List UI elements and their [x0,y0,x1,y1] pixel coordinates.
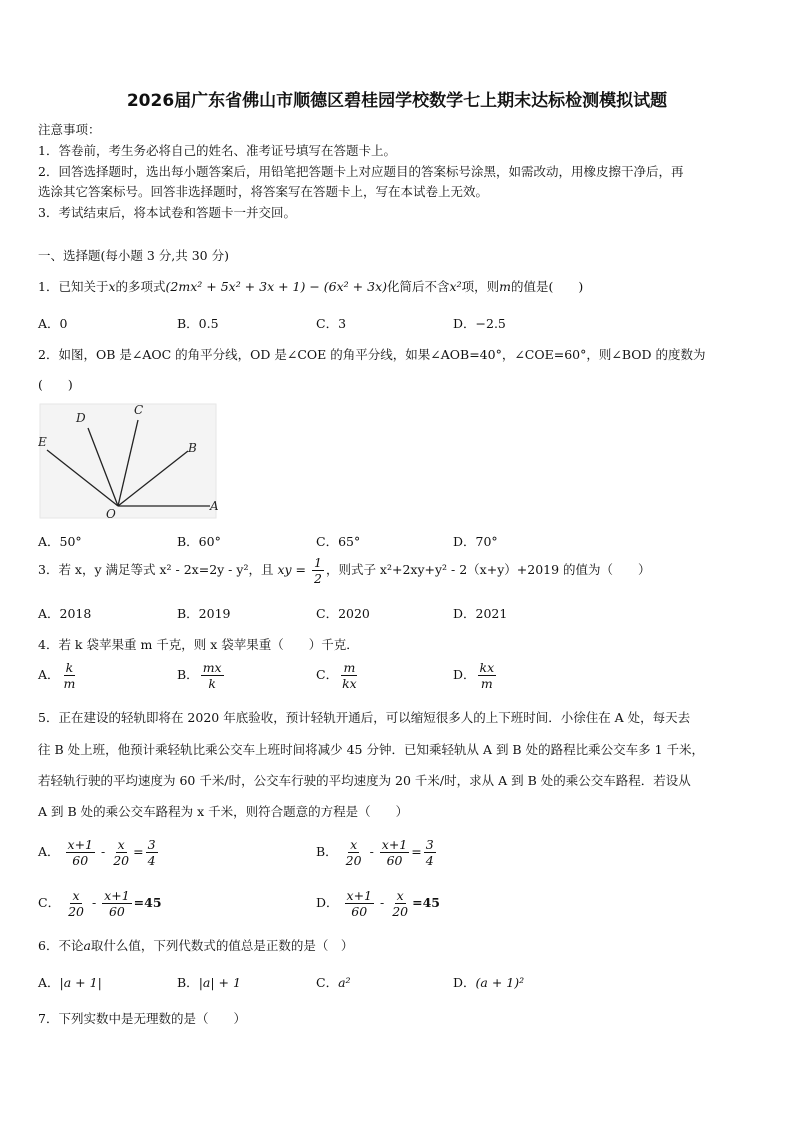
option-d[interactable]: D．−2.5 [453,316,506,331]
page-title: 2026届广东省佛山市顺德区碧桂园学校数学七上期末达标检测模拟试题 [126,91,668,111]
angle-diagram [38,402,218,520]
option-b[interactable]: B．2019 [177,606,231,621]
fraction: $\frac{m}{kx}$ [342,660,357,691]
question-2-paren: ( ) [38,377,73,392]
label-b: B [188,441,197,455]
option-a[interactable]: A．50° [38,534,82,549]
fraction: $\frac{x}{20}$ [113,837,130,868]
fraction: $\frac{x}{20}$ [345,837,362,868]
fraction: $\frac{1}{2}$ [313,555,322,586]
section-heading: 一、选择题(每小题 3 分,共 30 分) [38,248,229,263]
notice-item: 选涂其它答案标号。回答非选择题时，将答案写在答题卡上，写在本试卷上无效。 [38,184,489,199]
label-a: A [210,499,218,513]
label-c: C [134,403,144,417]
question-3: 3．若 x，y 满足等式 x² - 2x=2y - y²，且 xy = $\frac{1}{2}$ ，则式子 x²+2xy+y² - 2（x+y）+2019 的值为（ ） [38,555,651,586]
notice-heading: 注意事项： [38,122,101,137]
fraction: $\frac{x+1}{60}$ [104,888,130,919]
question-2: 2．如图，OB 是∠AOC 的角平分线，OD 是∠COE 的角平分线，如果∠AOB=40°，∠COE=60°，则∠BOD 的度数为 [38,347,706,362]
option-a[interactable]: A． $\frac{k}{m}$ [38,660,76,691]
fraction: $\frac{3}{4}$ [147,837,156,868]
question-5-line: 5．正在建设的轻轨即将在 2020 年底验收，预计轻轨开通后，可以缩短很多人的上下班时间．小徐住在 A 处，每天去 [38,710,691,725]
option-c[interactable]: C． $\frac{x}{20}$ - $\frac{x+1}{60}$ =45 [38,888,162,919]
option-d[interactable]: D．(a + 1)² [453,975,525,990]
option-d[interactable]: D．70° [453,534,498,549]
option-c[interactable]: C．65° [316,534,361,549]
option-d[interactable]: D．2021 [453,606,508,621]
option-c[interactable]: C．a² [316,975,351,990]
label-e: E [38,435,47,449]
question-6: 6．不论a取什么值，下列代数式的值总是正数的是（ ） [38,938,354,953]
option-b[interactable]: B．0.5 [177,316,219,331]
fraction: $\frac{x+1}{60}$ [346,888,372,919]
option-c[interactable]: C．2020 [316,606,370,621]
fraction: $\frac{k}{m}$ [63,660,76,691]
notice-item: 3．考试结束后，将本试卷和答题卡一并交回。 [38,205,296,220]
option-c[interactable]: C． $\frac{m}{kx}$ [316,660,357,691]
question-5-line: 往 B 处上班，他预计乘轻轨比乘公交车上班时间将减少 45 分钟．已知乘轻轨从 A 到 B 处的路程比乘公交车多 1 千米， [38,742,704,757]
label-o: O [106,507,116,520]
option-d[interactable]: D． $\frac{kx}{m}$ [453,660,495,691]
option-a[interactable]: A．|a + 1| [38,975,102,990]
option-a[interactable]: A． $\frac{x+1}{60}$ - $\frac{x}{20}$ = $\frac{3}{4}$ [38,837,156,868]
question-5-line: 若轻轨行驶的平均速度为 60 千米/时，公交车行驶的平均速度为 20 千米/时，求从 A 到 B 处的乘公交车路程．若设从 [38,773,691,788]
question-5-line: A 到 B 处的乘公交车路程为 x 千米，则符合题意的方程是（ ） [38,804,409,819]
fraction: $\frac{x}{20}$ [68,888,84,919]
fraction: $\frac{x+1}{60}$ [381,837,408,868]
notice-item: 2．回答选择题时，选出每小题答案后，用铅笔把答题卡上对应题目的答案标号涂黑，如需改动，用橡皮擦干净后，再 [38,164,684,179]
option-a[interactable]: A．0 [38,316,68,331]
option-b[interactable]: B． $\frac{x}{20}$ - $\frac{x+1}{60}$ = $\frac{3}{4}$ [316,837,434,868]
question-1: 1．已知关于x的多项式(2mx² + 5x² + 3x + 1) − (6x² + 3x)化简后不含x²项，则m的值是( ) [38,279,584,294]
question-7: 7．下列实数中是无理数的是（ ） [38,1011,246,1026]
notice-item: 1．答卷前，考生务必将自己的姓名、准考证号填写在答题卡上。 [38,143,396,158]
option-c[interactable]: C．3 [316,316,347,331]
fraction: $\frac{kx}{m}$ [479,660,495,691]
fraction: $\frac{x+1}{60}$ [67,837,93,868]
fraction: $\frac{mx}{k}$ [202,660,222,691]
question-4: 4．若 k 袋苹果重 m 千克，则 x 袋苹果重（ ）千克． [38,637,359,652]
label-d: D [76,411,86,425]
option-b[interactable]: B．60° [177,534,221,549]
option-a[interactable]: A．2018 [38,606,92,621]
option-d[interactable]: D． $\frac{x+1}{60}$ - $\frac{x}{20}$ =45 [316,888,440,919]
option-b[interactable]: B． $\frac{mx}{k}$ [177,660,222,691]
option-b[interactable]: B．|a| + 1 [177,975,241,990]
fraction: $\frac{3}{4}$ [425,837,434,868]
fraction: $\frac{x}{20}$ [392,888,409,919]
